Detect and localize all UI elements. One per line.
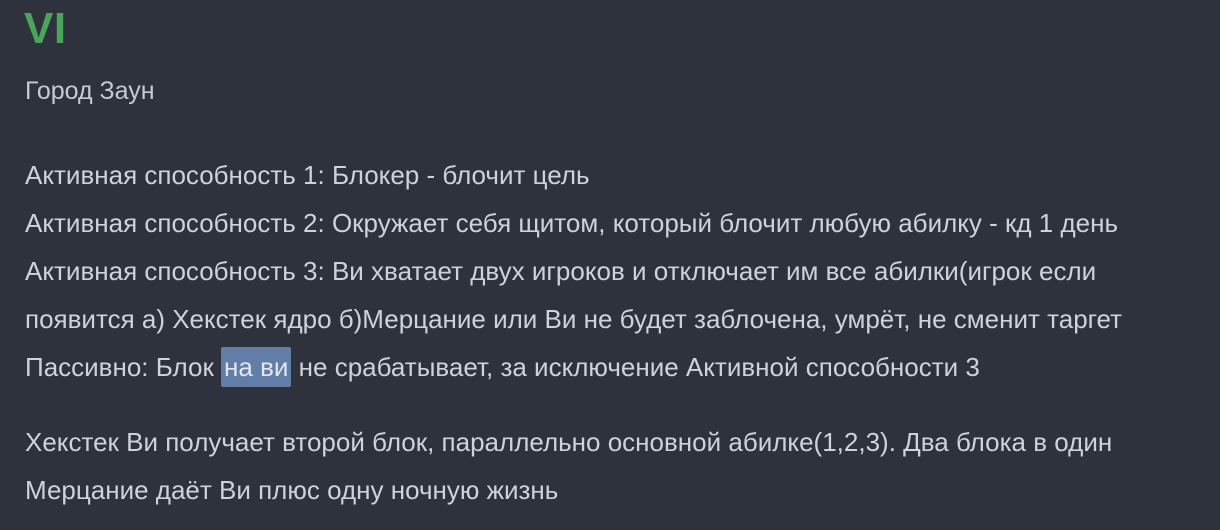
ability-2-line: Активная способность 2: Окружает себя щитом, который блочит любую абилку - кд 1 день — [25, 208, 1119, 238]
ability-3-line: Активная способность 3: Ви хватает двух игроков и отключает им все абилки(игрок если — [25, 256, 1097, 286]
page-subtitle: Город Заун — [25, 77, 155, 105]
passive-text-after: не срабатывает, за исключение Активной способности 3 — [291, 352, 980, 382]
passive-line — [25, 343, 1220, 391]
passive-text-before: Пассивно: Блок — [25, 352, 222, 382]
text-selection-highlight: на ви — [221, 347, 291, 387]
flicker-note-line: Мерцание даёт Ви плюс одну ночную жизнь — [25, 475, 559, 505]
ability-1-line: Активная способность 1: Блокер - блочит цель — [25, 160, 590, 190]
hextech-note-line: Хекстек Ви получает второй блок, параллельно основной абилке(1,2,3). Два блока в один — [25, 427, 1113, 457]
notes-paragraph — [25, 418, 1220, 514]
page-title: VI — [24, 4, 67, 53]
ability-3-continuation-line: появится а) Хекстек ядро б)Мерцание или Ви не будет заблочена, умрёт, не сменит таргет — [25, 304, 1123, 334]
abilities-paragraph — [25, 151, 1220, 391]
